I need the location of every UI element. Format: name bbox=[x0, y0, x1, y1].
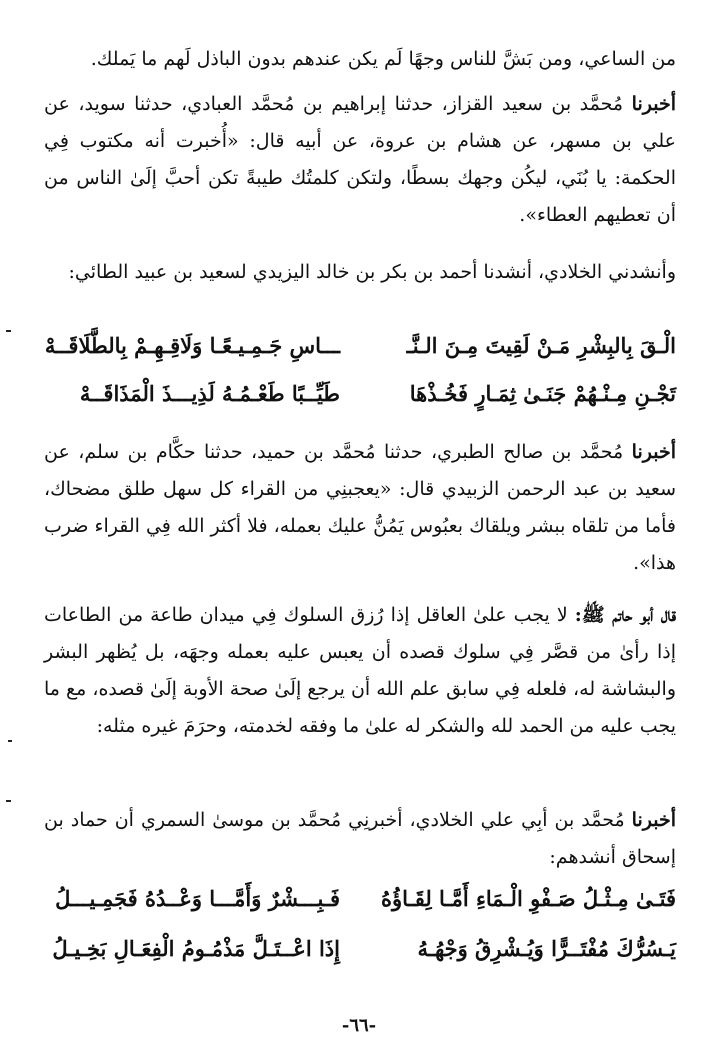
verse-4 bbox=[40, 936, 676, 982]
paragraph-2-text: مُحمَّد بن سعيد القزاز، حدثنا إبراهيم بن مُحمَّد العبادي، حدثنا سويد، عن علي بن مسهر، عن هشام بن عروة، عن أبيه قال: «أُخبرت أنه مكتوب فِي الحكمة: يا بُنَي، ليكُن وجهك بسطًا، ولتكن كلمتُك طيبةً تكن أحبَّ إلَىٰ الناس من أن تعطيهم العطاء». bbox=[44, 93, 676, 226]
paragraph-4-text: مُحمَّد بن صالح الطبري، حدثنا مُحمَّد بن حميد، حدثنا حكَّام بن سلم، عن سعيد بن عبد الرحمن الزبيدي قال: «يعجبنِي من القراء كل سهل طلق مضحاك، فأما من تلقاه ببشر ويلقاك بعبُوس يَمُنُّ عليك بعمله، فلا أكثر الله فِي القراء ضرب هذا». bbox=[44, 441, 676, 574]
paragraph-1-text: من الساعي، ومن بَشَّ للناس وجهًا لَم يكن عندهم بدون الباذل لَهم ما يَملك. bbox=[90, 48, 676, 70]
page-number: -٦٦- bbox=[341, 1015, 377, 1036]
verse-1-first-hemistich: الْـقَ بِالبِشْرِ مَـنْ لَقِيتَ مِـنَ الـنَّـ bbox=[406, 333, 676, 358]
verse-1 bbox=[40, 333, 676, 379]
paragraph-1 bbox=[44, 41, 676, 78]
verse-1-second-hemistich: ـــاسِ جَـمِـيـعًـا وَلَاقِـهِـمْ بِالطَّلَاقَــهْ bbox=[44, 333, 340, 358]
margin-mark bbox=[6, 800, 11, 802]
verse-2-first-hemistich: تَجْـنِ مِـنْـهُمْ جَنَـىٰ ثِمَـارٍ فَخُـذْهَا bbox=[409, 381, 676, 406]
paragraph-3 bbox=[44, 254, 676, 291]
verse-3-first-hemistich: فَتَـىٰ مِـثْـلُ صَـفْوِ الْـمَاءِ أَمَّـا لِقَـاؤُهُ bbox=[381, 886, 676, 911]
margin-mark bbox=[8, 740, 12, 742]
verse-3-second-hemistich: فَـبِـــشْرٌ وَأَمَّـــا وَعْــدُهُ فَجَمِـيـــلُ bbox=[55, 886, 340, 911]
verse-4-first-hemistich: يَـسُرُّكَ مُفْتَــرًّا وَيُـشْرِقُ وَجْهُـهُ bbox=[417, 936, 676, 961]
paragraph-3-text: وأنشدني الخلادي، أنشدنا أحمد بن بكر بن خالد اليزيدي لسعيد بن عبيد الطائي: bbox=[68, 261, 676, 283]
paragraph-5-lead: قال أبو حاتم ﷺ: bbox=[574, 604, 676, 626]
paragraph-6 bbox=[44, 802, 676, 876]
paragraph-6-lead: أخبرنا bbox=[631, 809, 676, 831]
paragraph-2 bbox=[44, 86, 676, 234]
paragraph-4-lead: أخبرنا bbox=[631, 441, 676, 463]
paragraph-5 bbox=[44, 597, 676, 745]
paragraph-5-text: لا يجب علىٰ العاقل إذا رُزق السلوك فِي ميدان طاعة من الطاعات إذا رأىٰ من قصَّر فِي سلوك قصده أن يعبس عليه بعمله وجهَه، بل يُظهر البشر والبشاشة له، فلعله فِي سابق علم الله أن يرجع إلَىٰ صحة الأوبة إلَىٰ قصده، مع ما يجب عليه من الحمد لله والشكر له علىٰ ما وفقه لخدمته، وحرَمَ غيره مثله: bbox=[43, 604, 676, 737]
paragraph-2-lead: أخبرنا bbox=[631, 93, 676, 115]
verse-3 bbox=[40, 886, 676, 932]
verse-2 bbox=[40, 381, 676, 427]
paragraph-6-text: مُحمَّد بن أبِي علي الخلادي، أخبرنِي مُحمَّد بن موسىٰ السمري أن حماد بن إسحاق أنشدهم: bbox=[44, 809, 676, 868]
margin-mark bbox=[6, 330, 11, 332]
paragraph-4 bbox=[44, 434, 676, 582]
verse-4-second-hemistich: إِذَا اعْــتَـلَّ مَذْمُـومُ الْفِعَـالِ بَخِـيـلُ bbox=[52, 936, 340, 961]
verse-2-second-hemistich: طَيِّــبًا طَعْـمُـهُ لَذِيـــذَ الْمَذَاقَــهْ bbox=[79, 381, 340, 406]
